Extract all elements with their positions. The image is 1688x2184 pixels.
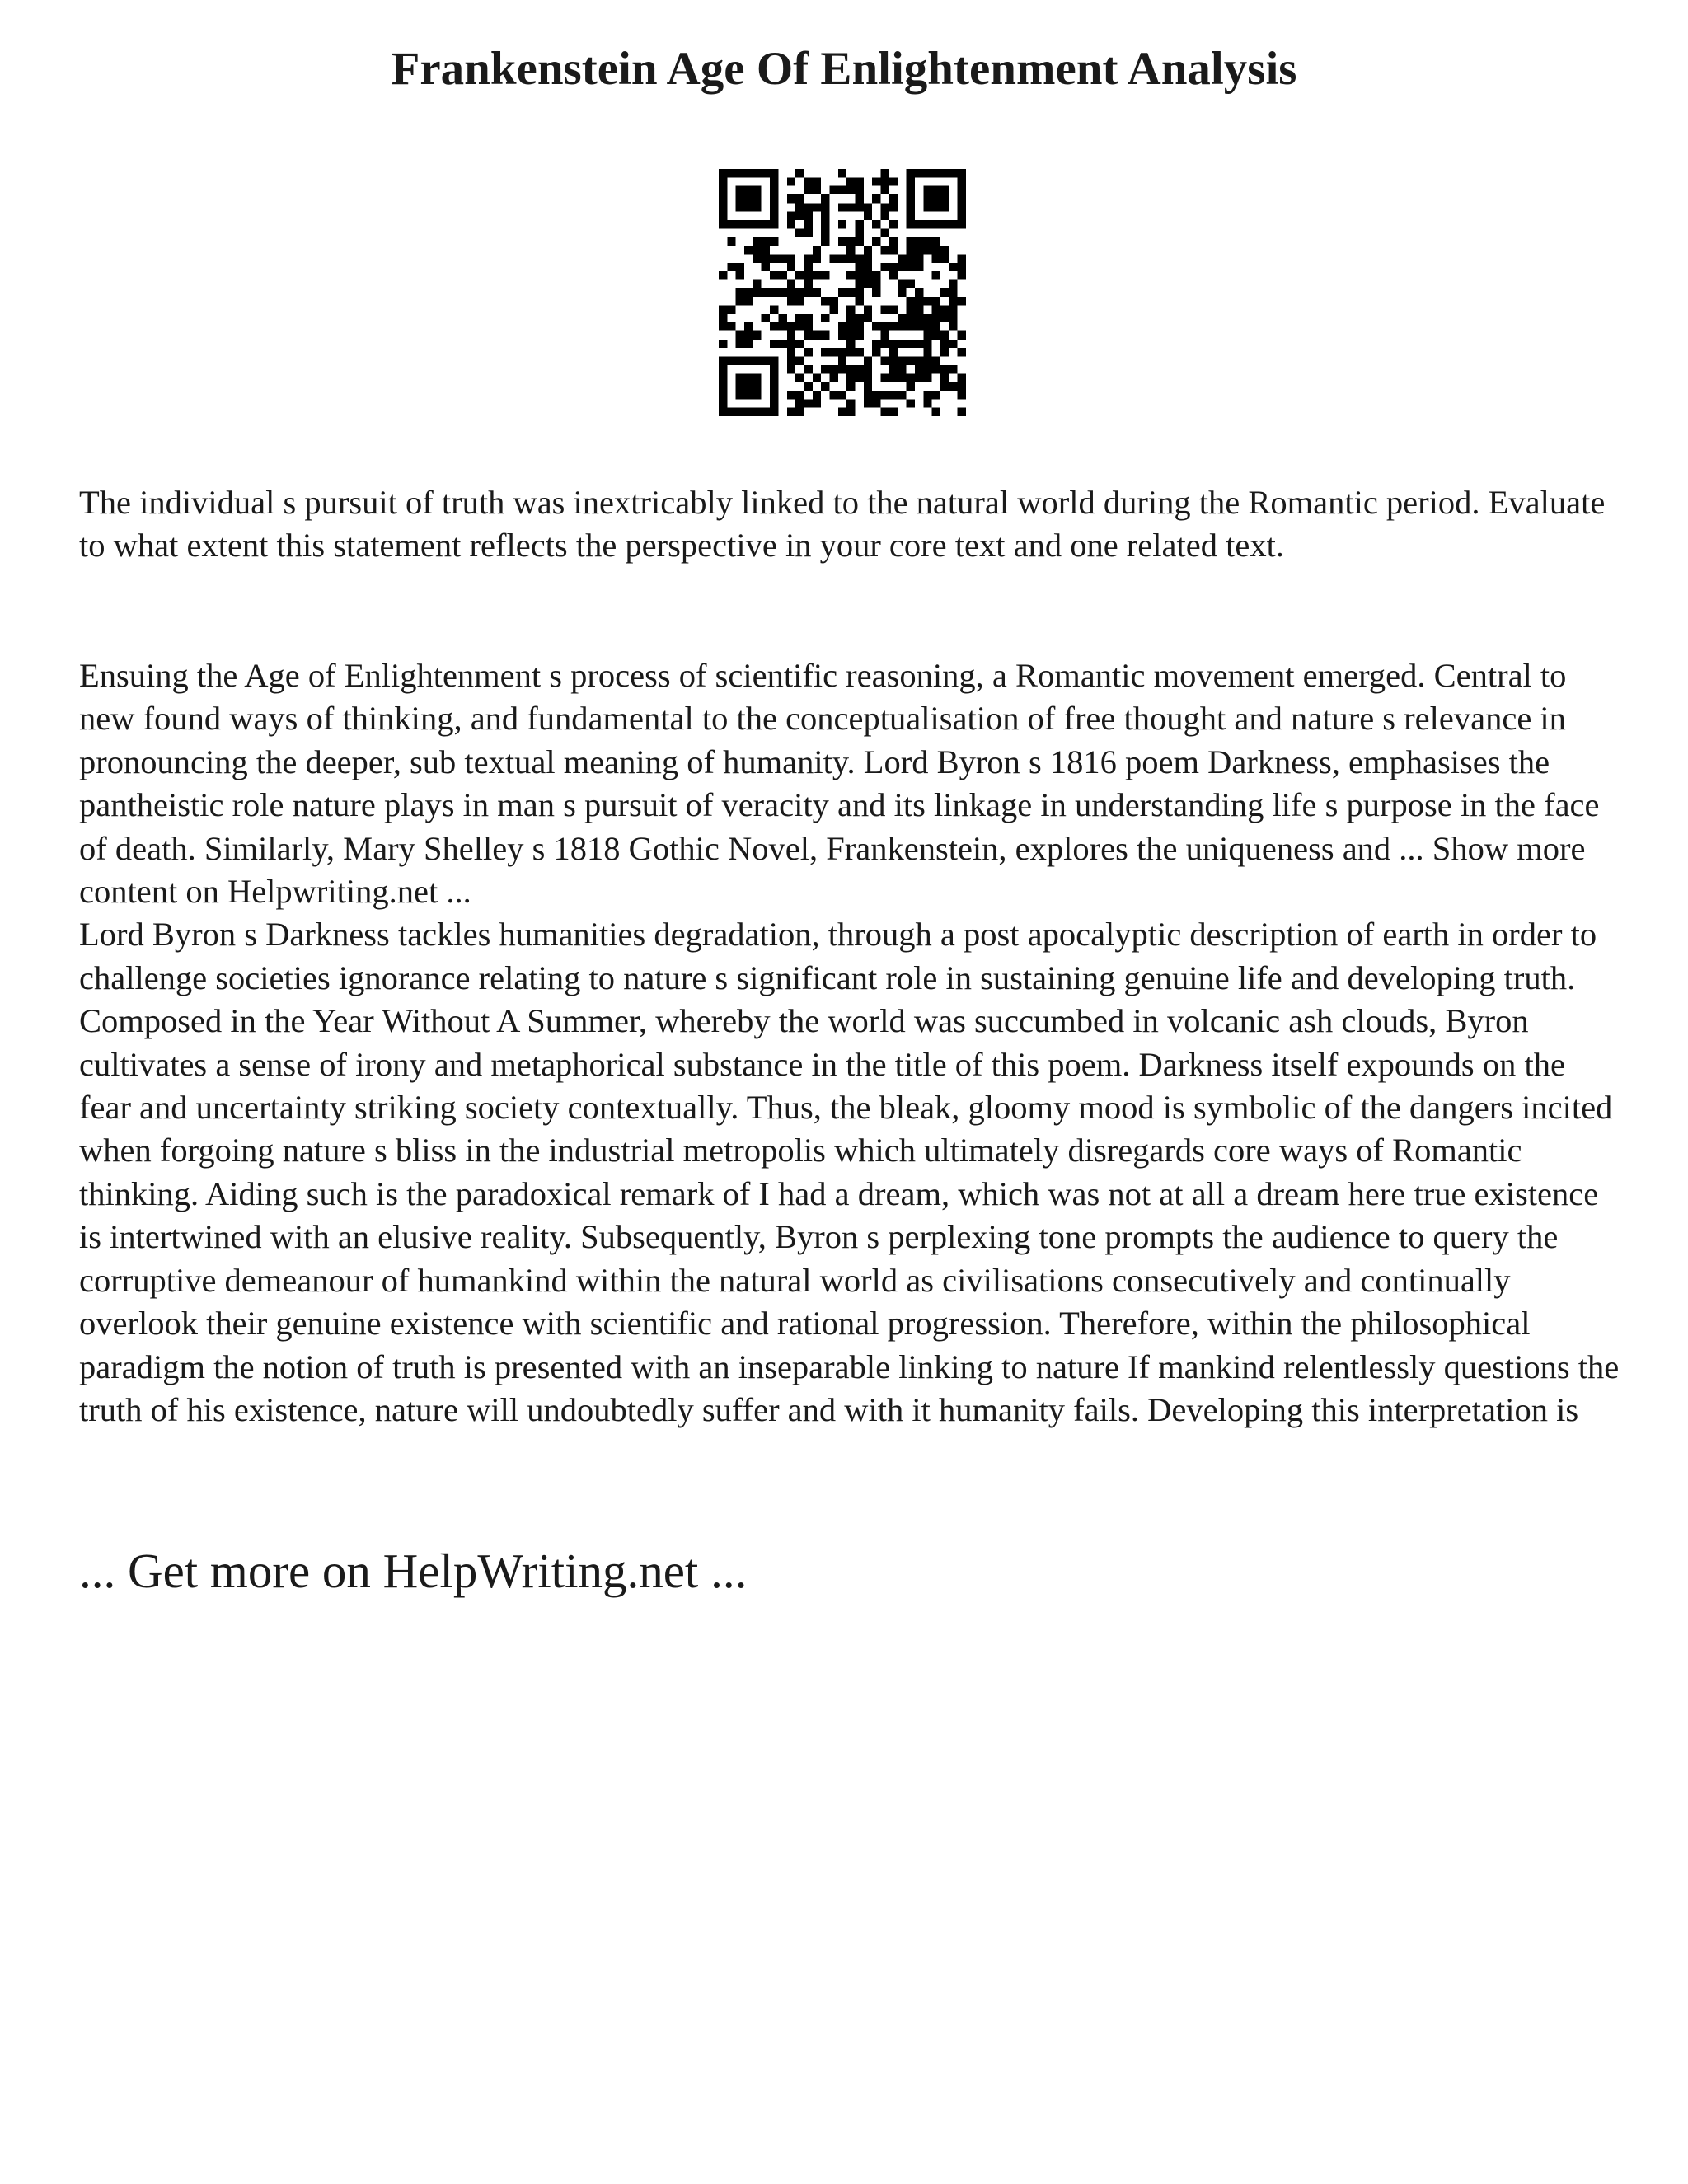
document-title: Frankenstein Age Of Enlightenment Analysis — [391, 43, 1297, 95]
get-more-link[interactable]: ... Get more on HelpWriting.net ... — [79, 1544, 748, 1598]
qr-code-icon — [719, 169, 966, 416]
essay-body-paragraph: Lord Byron s Darkness tackles humanities degradation, through a post apocalyptic description of earth in order to challenge societies ignorance relating to nature s significant role in sustaining genuine life and developing truth. Composed in the Year Without A Summer, whereby the world was succumbed in volcanic ash clouds, Byron cultivates a sense of irony and metaphorical substance in the title of this poem. Darkness itself expounds on the fear and uncertainty striking society contextually. Thus, the bleak, gloomy mood is symbolic of the dangers incited when forgoing nature s bliss in the industrial metropolis which ultimately disregards core ways of Romantic thinking. Aiding such is the paradoxical remark of I had a dream, which was not at all a dream here true existence is intertwined with an elusive reality. Subsequently, Byron s perplexing tone prompts the audience to query the corruptive demeanour of humankind within the natural world as civilisations consecutively and continually overlook their genuine existence with scientific and rational progression. Therefore, within the philosophical paradigm the notion of truth is presented with an inseparable linking to nature If mankind relentlessly questions the truth of his existence, nature will undoubtedly suffer and with it humanity fails. Developing this interpretation is — [79, 916, 1620, 1428]
essay-intro-paragraph: Ensuing the Age of Enlightenment s process of scientific reasoning, a Romantic movement emerged. Central to new found ways of thinking, and fundamental to the conceptualisation of free thought and nature s relevance in pronouncing the deeper, sub textual meaning of humanity. Lord Byron s 1816 poem Darkness, emphasises the pantheistic role nature plays in man s pursuit of veracity and its linkage in understanding life s purpose in the face of death. Similarly, Mary Shelley s 1818 Gothic Novel, Frankenstein, explores the uniqueness and ... Show more content on Helpwriting.net ... — [79, 657, 1600, 911]
essay-prompt: The individual s pursuit of truth was inextricably linked to the natural world during the Romantic period. Evaluate to what extent this statement reflects the perspective in your core text and one related text. — [79, 484, 1606, 565]
essay-text — [79, 654, 1620, 1432]
